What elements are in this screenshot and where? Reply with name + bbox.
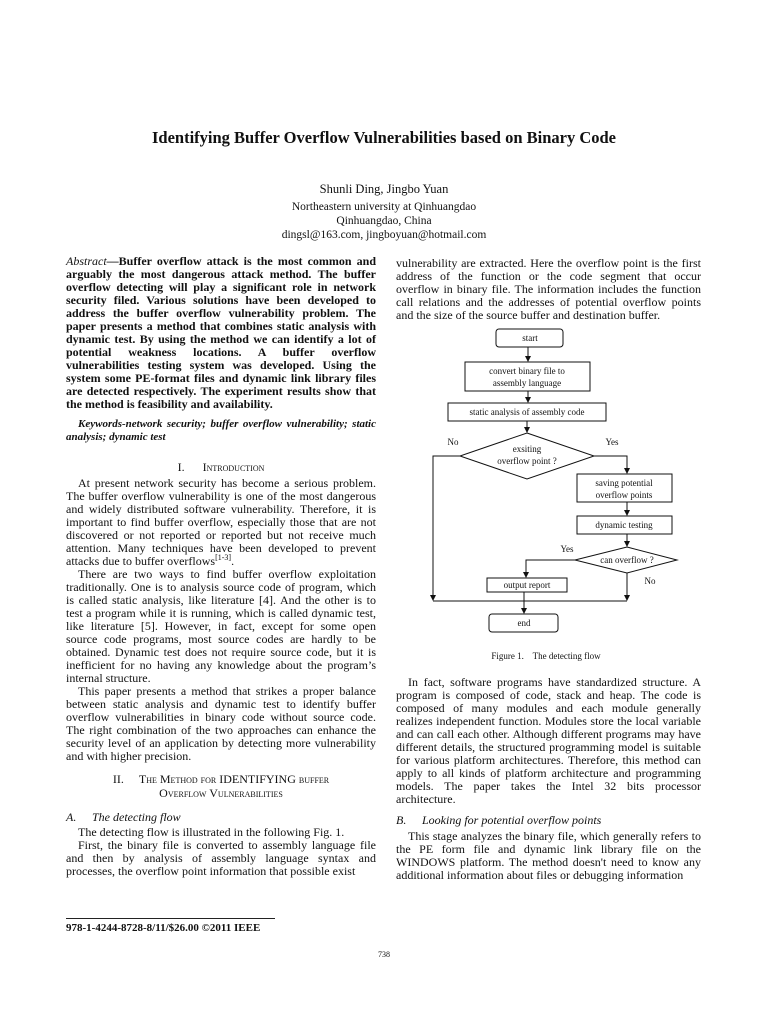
authors: Shunli Ding, Jingbo Yuan [319,182,449,196]
static-analysis-label: static analysis of assembly code [469,407,585,417]
decision2-label: can overflow ? [600,555,654,565]
right-column [396,257,701,882]
paragraph: This paper presents a method that strikes a proper balance between static analysis and dynamic test to identify buffer overflow vulnerabilities in binary code without source code. The right combination of the two approaches can enhance the security level of an application by detecting more vulnerability and with higher precision. [66,684,376,763]
section-heading-method [66,772,376,800]
paragraph: vulnerability are extracted. Here the overflow point is the first address of the function or the code segment that occur overflow in binary file. The information includes the function call relations and the addresses of potential overflow points and the size of the source buffer and destination buffer. [396,256,701,322]
decision1-label: overflow point ? [497,456,557,466]
section-title: Introduction [202,460,265,474]
paragraph: In fact, software programs have standardized structure. A program is composed of code, stack and heap. The code is composed of many modules and each module generally realizes independent function. Modules store the local variable and can call each other. Although different programs may have different details, the structured programming model is suitable for various platform architectures. Therefore, this method can apply to all kinds of platform architecture and programming models. The paper takes the Intel 32 bits processor architecture. [396,675,701,806]
section-heading-introduction [66,460,376,474]
copyright-footnote: 978-1-4244-8728-8/11/$26.00 ©2011 IEEE [66,922,261,934]
section-title: The Method for IDENTIFYING buffer [138,772,330,786]
output-report-label: output report [503,580,551,590]
abstract-label: Abstract [66,254,107,268]
section-number: I. [177,460,185,474]
paragraph: First, the binary file is converted to assembly language file and then by analysis of assembly language syntax and processes, the overflow point information that possible exist [66,838,376,878]
saving-label: overflow points [595,490,653,500]
flowchart-figure [400,326,700,648]
paragraph: The detecting flow is illustrated in the following Fig. 1. [78,825,345,839]
decision1-label: exsiting [512,444,542,454]
paragraph: This stage analyzes the binary file, which generally refers to the PE form file and dynamic link library file on the WINDOWS platform. The method doesn't need to know any additional information about files or debugging information [396,829,701,882]
paragraph: There are two ways to find buffer overflow exploitation traditionally. One is to analysis source code of program, which is called static analysis, like literature [4]. And the other is to test a program while it is running, which is called dynamic test, like literature [5]. However, in fact, except for some open source code programs, most source codes are hardly to be obtained. Dynamic test does not require source code, but it is inefficient for no having any knowledge about the program’s internal structure. [66,567,376,685]
affiliation-university: Northeastern university at Qinhuangdao [291,201,477,213]
section-heading-line [66,772,376,786]
end-label: end [517,618,531,628]
subsection-heading-b [396,814,701,827]
dynamic-testing-label: dynamic testing [595,520,653,530]
abstract [66,255,376,411]
abstract-text: —Buffer overflow attack is the most common and arguably the most dangerous attack method. The buffer overflow detecting will play a significant role in network security filed. Various solutions have been developed to address the buffer overflow vulnerability problem. The paper presents a method that combines static analysis with dynamic test. By using the method we can identify a lot of potential weakness locations. A buffer overflow vulnerabilities testing system was developed. Using the system some PE-format files and dynamic link library files are detected respectively. The experiment results show that the method is feasibility and availability. [66,254,376,411]
structure-paragraph [396,676,701,806]
yes-label: Yes [560,544,574,554]
affiliation-location: Qinhuangdao, China [336,215,432,227]
overflow-points-body [396,830,701,882]
page-number: 738 [378,950,390,959]
subsection-title: Looking for potential overflow points [422,813,602,827]
detecting-flow-body [66,826,376,878]
punctuation: . [231,554,235,568]
convert-label: convert binary file to [489,366,565,376]
introduction-body [66,477,376,763]
footnote-area [66,912,376,935]
subsection-heading-a [66,811,376,824]
saving-label: saving potential [595,478,653,488]
footnote-rule [66,918,275,919]
subsection-number: B. [396,813,407,827]
section-heading-line: Overflow Vulnerabilities [159,786,283,800]
figure-caption: Figure 1. The detecting flow [491,651,601,661]
subsection-title: The detecting flow [92,810,181,824]
paper-title: Identifying Buffer Overflow Vulnerabilities based on Binary Code [151,128,617,147]
keywords: Keywords-network security; buffer overflow vulnerability; static analysis; dynamic test [66,418,376,443]
convert-label: assembly language [492,378,562,388]
no-label: No [644,576,656,586]
section-number: II. [112,772,124,786]
no-label: No [447,437,459,447]
citation: [1-3] [215,553,232,562]
paragraph [66,477,376,568]
affiliation-emails: dingsl@163.com, jingboyuan@hotmail.com [281,229,487,241]
paragraph-text: At present network security has become a serious problem. The buffer overflow vulnerability is one of the most dangerous and widely distributed software vulnerability. Therefore, it is important to find buffer overflow, especially those that are not discovered or not reported or reported but not receive much attention. Many techniques have been developed to prevent attacks due to buffer overflows [66,476,376,568]
subsection-number: A. [66,810,77,824]
left-column [66,255,376,935]
yes-label: Yes [605,437,619,447]
start-label: start [522,333,538,343]
